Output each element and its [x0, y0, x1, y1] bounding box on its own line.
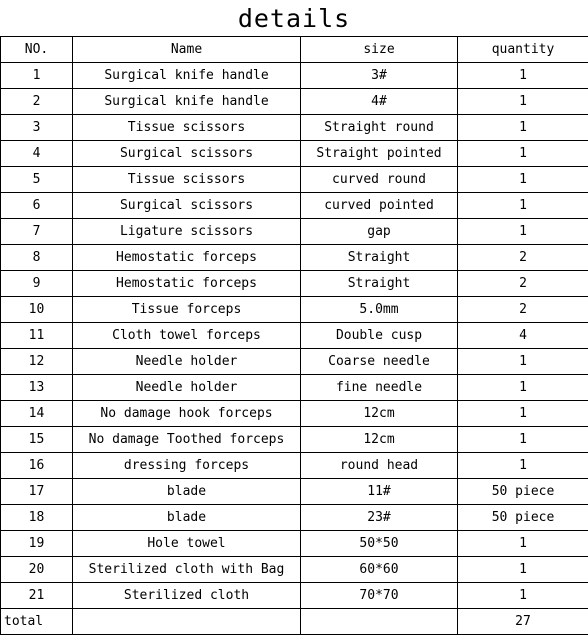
- item-name: Tissue forceps: [73, 297, 301, 323]
- item-name: Sterilized cloth with Bag: [73, 557, 301, 583]
- total-quantity: 27: [458, 609, 588, 635]
- item-name: Hemostatic forceps: [73, 271, 301, 297]
- table-row: [1, 531, 588, 557]
- item-size: 12cm: [301, 427, 458, 453]
- item-size: 70*70: [301, 583, 458, 609]
- total-label: total: [1, 609, 73, 635]
- item-quantity: 1: [458, 63, 588, 89]
- item-quantity: 1: [458, 115, 588, 141]
- row-number: 12: [1, 349, 73, 375]
- table-body: [1, 63, 588, 609]
- item-quantity: 1: [458, 89, 588, 115]
- table-row: [1, 427, 588, 453]
- item-quantity: 1: [458, 141, 588, 167]
- table-row: [1, 219, 588, 245]
- column-header-size: size: [301, 37, 458, 63]
- item-name: Sterilized cloth: [73, 583, 301, 609]
- item-size: fine needle: [301, 375, 458, 401]
- table-row: [1, 375, 588, 401]
- item-quantity: 1: [458, 349, 588, 375]
- item-size: 23#: [301, 505, 458, 531]
- item-name: Surgical scissors: [73, 141, 301, 167]
- row-number: 9: [1, 271, 73, 297]
- row-number: 8: [1, 245, 73, 271]
- column-header-no: NO.: [1, 37, 73, 63]
- table-row: [1, 193, 588, 219]
- item-name: Cloth towel forceps: [73, 323, 301, 349]
- column-header-quantity: quantity: [458, 37, 588, 63]
- details-table: [0, 36, 588, 635]
- item-name: dressing forceps: [73, 453, 301, 479]
- row-number: 16: [1, 453, 73, 479]
- item-quantity: 2: [458, 297, 588, 323]
- item-quantity: 1: [458, 453, 588, 479]
- table-row: [1, 115, 588, 141]
- row-number: 5: [1, 167, 73, 193]
- item-name: Tissue scissors: [73, 115, 301, 141]
- item-quantity: 50 piece: [458, 505, 588, 531]
- item-size: gap: [301, 219, 458, 245]
- item-quantity: 1: [458, 557, 588, 583]
- row-number: 17: [1, 479, 73, 505]
- header-row: [1, 37, 588, 63]
- item-quantity: 1: [458, 427, 588, 453]
- item-size: Double cusp: [301, 323, 458, 349]
- item-name: Needle holder: [73, 375, 301, 401]
- page-title: details: [0, 3, 588, 35]
- item-name: Needle holder: [73, 349, 301, 375]
- item-size: 11#: [301, 479, 458, 505]
- total-name-cell: [73, 609, 301, 635]
- item-quantity: 1: [458, 401, 588, 427]
- item-size: Coarse needle: [301, 349, 458, 375]
- item-size: 50*50: [301, 531, 458, 557]
- table-row: [1, 505, 588, 531]
- item-name: blade: [73, 479, 301, 505]
- item-quantity: 2: [458, 271, 588, 297]
- item-quantity: 1: [458, 193, 588, 219]
- table-row: [1, 167, 588, 193]
- item-size: Straight round: [301, 115, 458, 141]
- item-name: No damage Toothed forceps: [73, 427, 301, 453]
- row-number: 7: [1, 219, 73, 245]
- item-name: blade: [73, 505, 301, 531]
- item-size: 4#: [301, 89, 458, 115]
- item-quantity: 1: [458, 531, 588, 557]
- item-size: Straight: [301, 245, 458, 271]
- item-size: Straight pointed: [301, 141, 458, 167]
- table-row: [1, 557, 588, 583]
- table-row: [1, 401, 588, 427]
- row-number: 6: [1, 193, 73, 219]
- item-size: Straight: [301, 271, 458, 297]
- item-name: Surgical knife handle: [73, 63, 301, 89]
- row-number: 2: [1, 89, 73, 115]
- item-size: 5.0mm: [301, 297, 458, 323]
- item-name: Hole towel: [73, 531, 301, 557]
- table-row: [1, 479, 588, 505]
- item-quantity: 1: [458, 219, 588, 245]
- total-size-cell: [301, 609, 458, 635]
- row-number: 4: [1, 141, 73, 167]
- row-number: 15: [1, 427, 73, 453]
- item-size: 3#: [301, 63, 458, 89]
- item-quantity: 4: [458, 323, 588, 349]
- item-size: curved pointed: [301, 193, 458, 219]
- column-header-name: Name: [73, 37, 301, 63]
- item-quantity: 2: [458, 245, 588, 271]
- row-number: 19: [1, 531, 73, 557]
- item-name: Tissue scissors: [73, 167, 301, 193]
- item-quantity: 1: [458, 375, 588, 401]
- item-quantity: 1: [458, 583, 588, 609]
- item-quantity: 1: [458, 167, 588, 193]
- table-row: [1, 453, 588, 479]
- table-row: [1, 583, 588, 609]
- table-row: [1, 63, 588, 89]
- row-number: 14: [1, 401, 73, 427]
- table-row: [1, 323, 588, 349]
- table-row: [1, 349, 588, 375]
- item-name: Surgical knife handle: [73, 89, 301, 115]
- table-row: [1, 245, 588, 271]
- table-row: [1, 89, 588, 115]
- item-name: No damage hook forceps: [73, 401, 301, 427]
- row-number: 21: [1, 583, 73, 609]
- table-row: [1, 271, 588, 297]
- row-number: 1: [1, 63, 73, 89]
- row-number: 11: [1, 323, 73, 349]
- row-number: 13: [1, 375, 73, 401]
- item-size: round head: [301, 453, 458, 479]
- row-number: 20: [1, 557, 73, 583]
- table-row: [1, 297, 588, 323]
- table-row: [1, 141, 588, 167]
- row-number: 3: [1, 115, 73, 141]
- total-row: [1, 609, 588, 635]
- item-quantity: 50 piece: [458, 479, 588, 505]
- item-name: Ligature scissors: [73, 219, 301, 245]
- item-size: 60*60: [301, 557, 458, 583]
- item-name: Hemostatic forceps: [73, 245, 301, 271]
- item-size: 12cm: [301, 401, 458, 427]
- row-number: 18: [1, 505, 73, 531]
- item-name: Surgical scissors: [73, 193, 301, 219]
- row-number: 10: [1, 297, 73, 323]
- item-size: curved round: [301, 167, 458, 193]
